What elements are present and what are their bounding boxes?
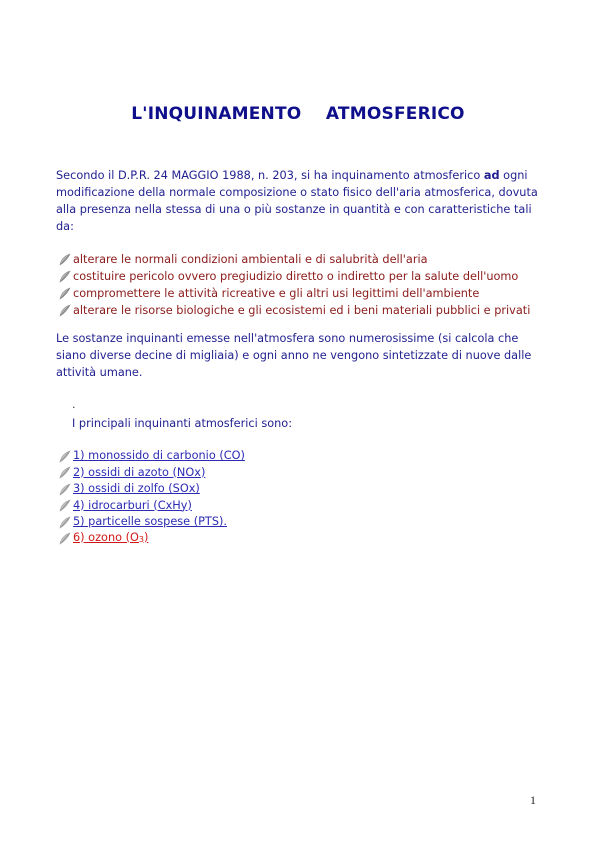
bullet-icon — [58, 287, 72, 300]
page-title: L'INQUINAMENTO ATMOSFERICO — [131, 104, 465, 124]
bullet-icon — [58, 450, 72, 463]
bullet-text: alterare le normali condizioni ambientali e di salubrità dell'aria — [73, 253, 428, 266]
bullet-icon — [58, 270, 72, 283]
definition-text-start: Secondo il D.P.R. 24 MAGGIO 1988, n. 203, si ha inquinamento atmosferico — [56, 169, 484, 182]
list-item — [58, 465, 245, 482]
link-carbon-monoxide[interactable]: 1) monossido di carbonio (CO) — [73, 449, 245, 462]
list-item — [58, 531, 245, 548]
link-hydrocarbons[interactable]: 4) idrocarburi (CxHy) — [73, 498, 192, 512]
bullet-icon — [58, 253, 72, 266]
list-item — [58, 514, 245, 531]
link-sulfur-oxides[interactable]: 3) ossidi di zolfo (SOx) — [73, 482, 200, 495]
list-item — [58, 498, 245, 515]
pollutants-link-list — [58, 448, 245, 547]
definition-text-end: ogni modificazione della normale composizione o stato fisico dell'aria atmosferica, dovuta alla presenza nella stessa di una o più sostanze in quantità e con caratteristiche tali da: — [56, 169, 538, 233]
link-suspended-particles[interactable]: 5) particelle sospese (PTS). — [73, 515, 227, 528]
bullet-icon — [58, 483, 72, 496]
list-item — [58, 251, 548, 268]
bullet-text: compromettere le attività ricreative e gli altri usi legittimi dell'ambiente — [73, 287, 480, 300]
definition-paragraph — [56, 167, 540, 235]
bullet-icon — [58, 304, 72, 317]
bullet-icon — [58, 532, 72, 545]
list-item — [58, 481, 245, 498]
link-ozone-close: ) — [144, 530, 149, 544]
pollutants-intro: I principali inquinanti atmosferici sono: — [72, 417, 292, 430]
list-item — [58, 302, 548, 319]
substances-paragraph: Le sostanze inquinanti emesse nell'atmosfera sono numerosissime (si calcola che siano diverse decine di migliaia) e ogni anno ne vengono sintetizzate di nuove dalle attività umane. — [56, 332, 532, 379]
page-number: 1 — [530, 793, 536, 807]
effects-bullet-list — [58, 251, 548, 319]
list-item — [58, 285, 548, 302]
dot-marker: . — [72, 398, 76, 411]
link-ozone[interactable] — [73, 530, 148, 549]
bullet-icon — [58, 499, 72, 512]
list-item — [58, 448, 245, 465]
link-nitrogen-oxides[interactable]: 2) ossidi di azoto (NOx) — [73, 465, 206, 479]
link-ozone-subscript: 3 — [138, 534, 144, 544]
bullet-icon — [58, 466, 72, 479]
list-item — [58, 268, 548, 285]
bullet-text: alterare le risorse biologiche e gli ecosistemi ed i beni materiali pubblici e privati — [73, 304, 531, 317]
bullet-text: costituire pericolo ovvero pregiudizio diretto o indiretto per la salute dell'uomo — [73, 270, 519, 283]
link-ozone-text: 6) ozono (O — [73, 530, 139, 544]
bullet-icon — [58, 516, 72, 529]
definition-bold-word: ad — [483, 169, 500, 182]
